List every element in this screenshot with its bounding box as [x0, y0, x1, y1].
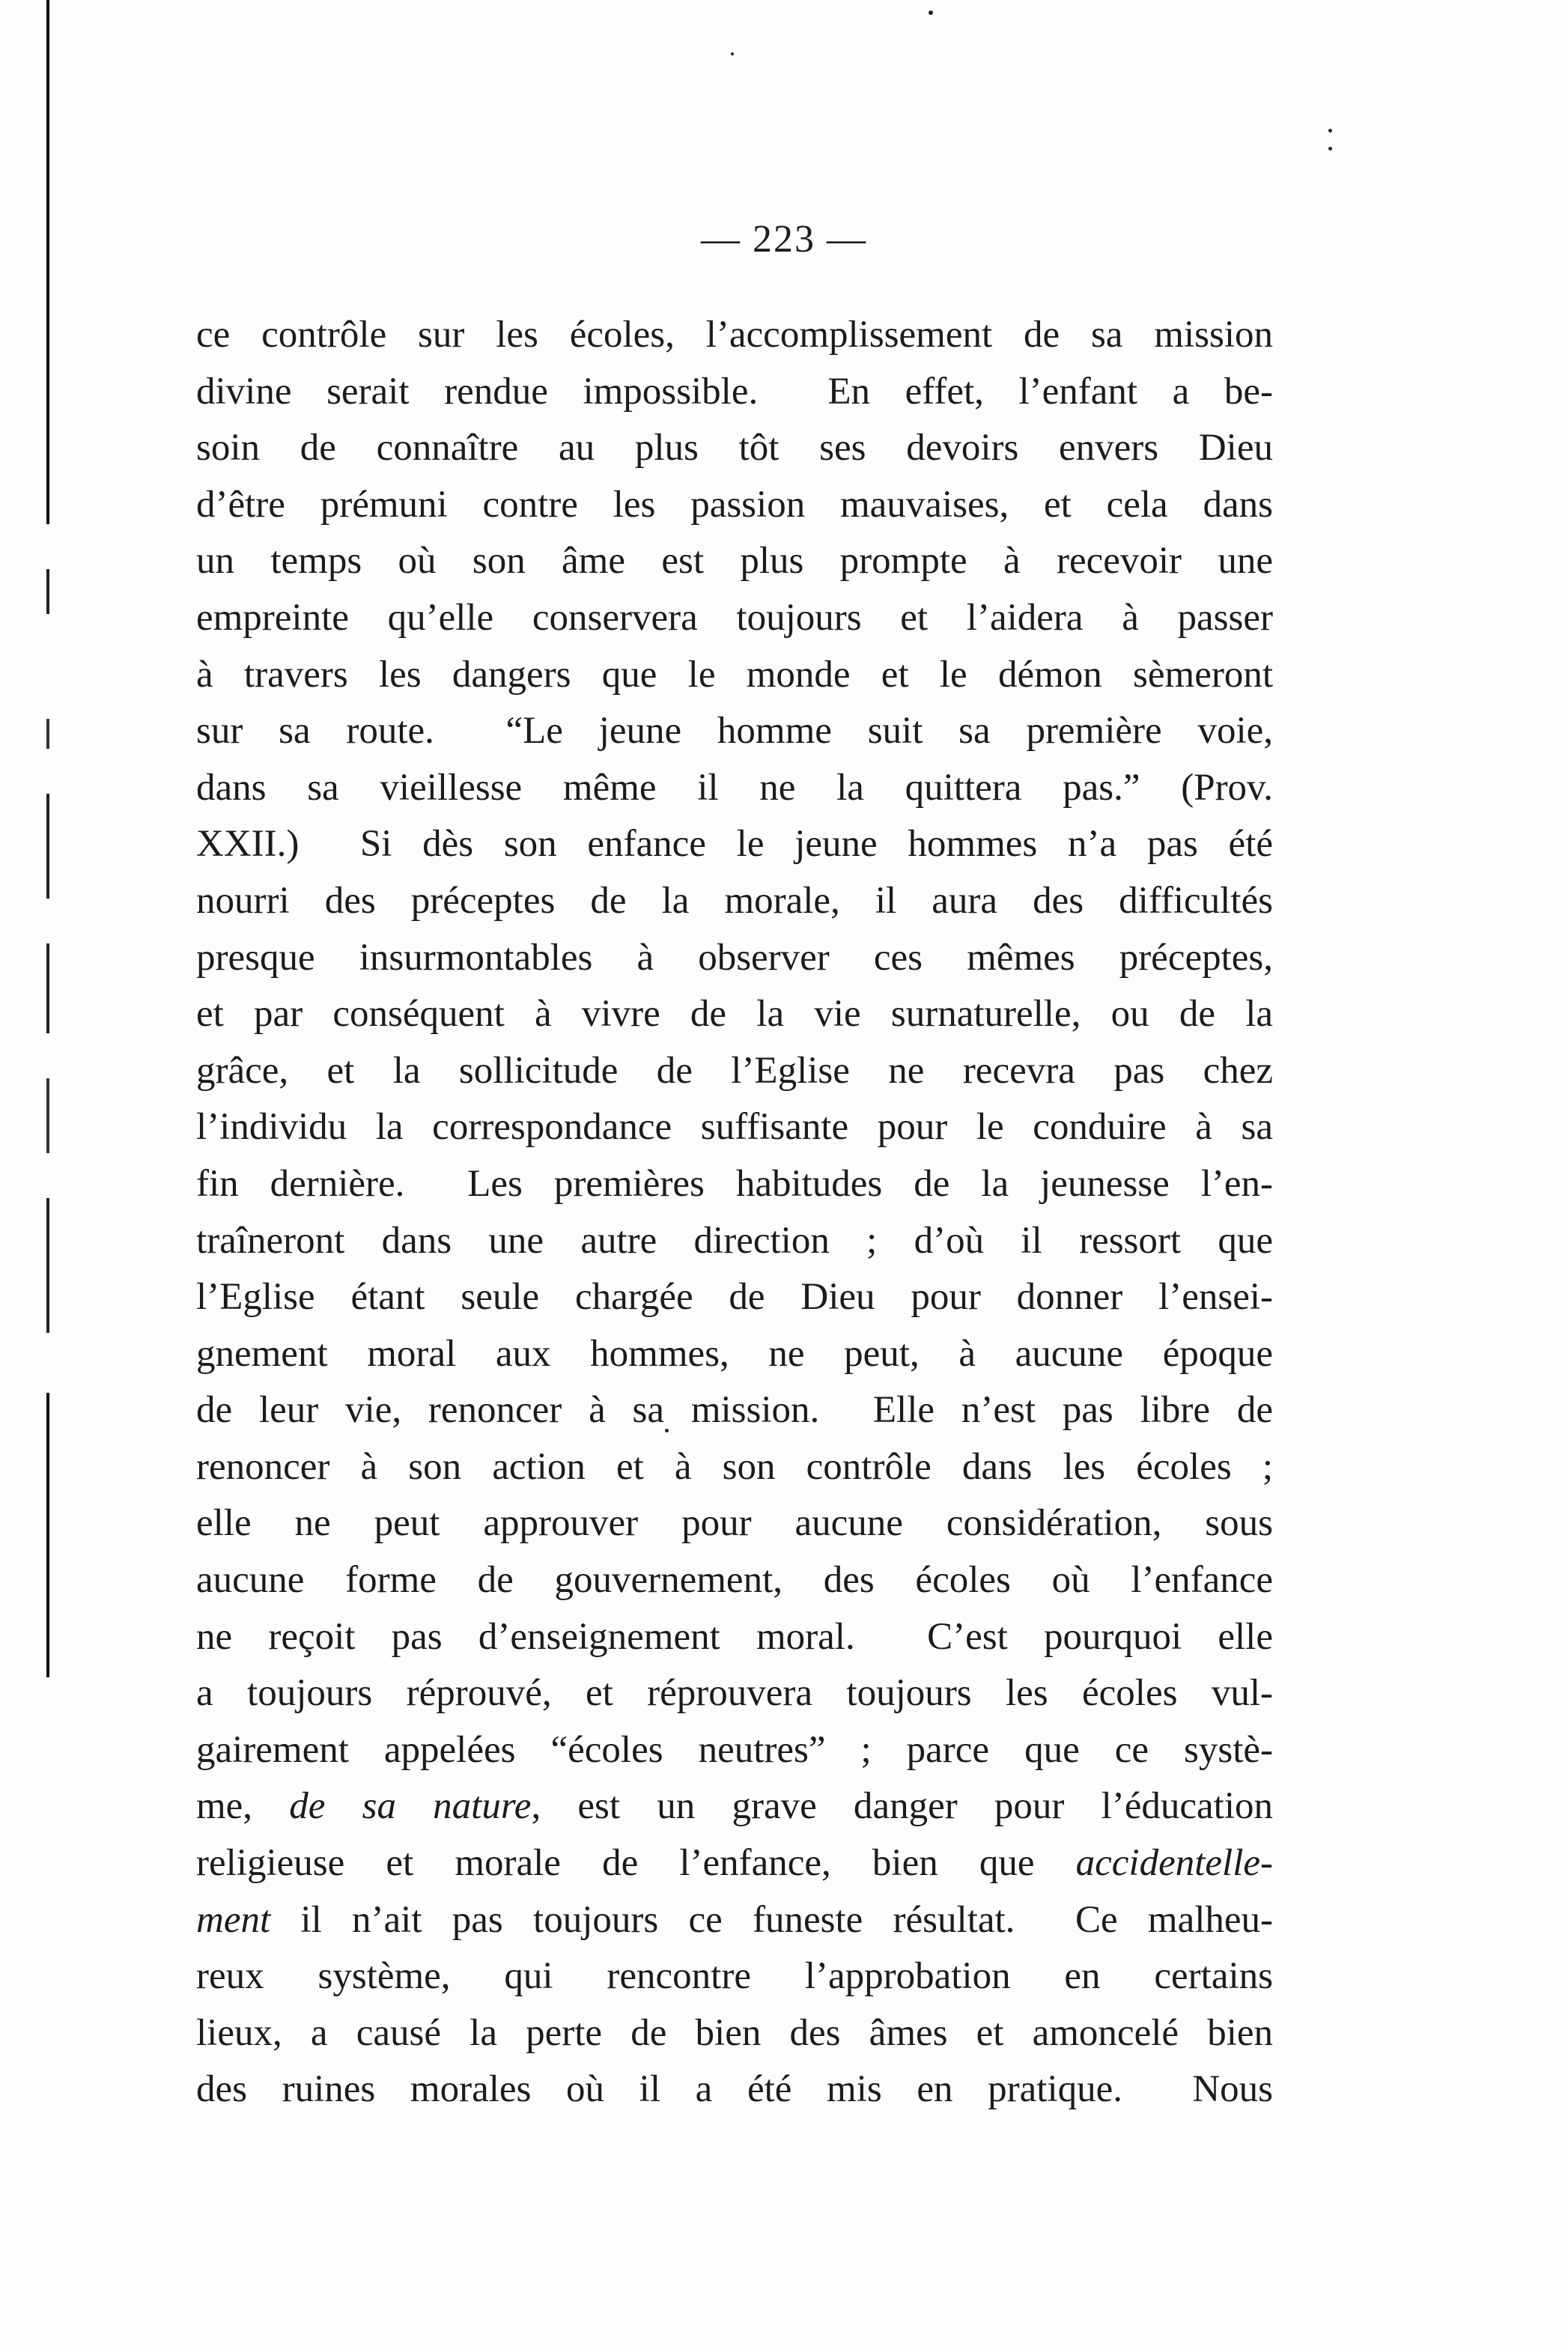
text-segment: il n’ait pas toujours ce funeste résultat. Ce malheu- — [270, 1898, 1273, 1941]
text-segment: religieuse et morale de l’enfance, bien que — [196, 1842, 1076, 1885]
text-line — [196, 420, 1273, 477]
text-line — [196, 590, 1273, 647]
text-segment: aucune forme de gouvernement, des écoles où l’enfance — [196, 1559, 1273, 1602]
text-segment: , est un grave danger pour l’éducation — [531, 1785, 1273, 1828]
text-segment: empreinte qu’elle conservera toujours et l’aidera à passer — [196, 596, 1273, 639]
text-line — [196, 1326, 1273, 1383]
text-segment: ce contrôle sur les écoles, l’accomplissement de sa mission — [196, 314, 1273, 356]
text-line — [196, 816, 1273, 873]
text-line — [196, 930, 1273, 987]
text-line — [196, 1043, 1273, 1100]
text-segment: dans sa vieillesse même il ne la quittera pas.” (Prov. — [196, 766, 1273, 809]
text-segment: gnement moral aux hommes, ne peut, à aucune époque — [196, 1332, 1273, 1375]
text-line — [196, 1552, 1273, 1609]
text-segment: presque insurmontables à observer ces mêmes préceptes, — [196, 936, 1273, 979]
text-segment: et par conséquent à vivre de la vie surnaturelle, ou de la — [196, 993, 1273, 1036]
text-segment: soin de connaître au plus tôt ses devoirs envers Dieu — [196, 427, 1273, 470]
text-segment: à travers les dangers que le monde et le démon sèmeront — [196, 653, 1273, 696]
text-segment: un temps où son âme est plus prompte à recevoir une — [196, 540, 1273, 583]
text-segment: me, — [196, 1785, 290, 1828]
text-line — [196, 1778, 1273, 1835]
text-line — [196, 1609, 1273, 1666]
text-line — [196, 2005, 1273, 2062]
text-line — [196, 1835, 1273, 1892]
text-line — [196, 1495, 1273, 1552]
text-segment: a toujours réprouvé, et réprouvera toujours les écoles vul- — [196, 1672, 1273, 1715]
text-line — [196, 1722, 1273, 1779]
text-segment: divine serait rendue impossible. En effet, l’enfant a be- — [196, 370, 1273, 413]
text-segment: fin dernière. Les premières habitudes de la jeunesse l’en- — [196, 1162, 1273, 1205]
text-segment: de leur vie, renoncer à sa mission. Elle n’est pas libre de — [196, 1389, 1273, 1432]
text-segment: traîneront dans une autre direction ; d’où il ressort que — [196, 1219, 1273, 1262]
text-line — [196, 1156, 1273, 1213]
text-segment: sur sa route. “Le jeune homme suit sa première voie, — [196, 710, 1273, 753]
text-segment: elle ne peut approuver pour aucune considération, sous — [196, 1502, 1273, 1545]
text-line — [196, 307, 1273, 364]
text-segment: grâce, et la sollicitude de l’Eglise ne recevra pas chez — [196, 1049, 1273, 1092]
text-segment: l’Eglise étant seule chargée de Dieu pour donner l’ensei- — [196, 1276, 1273, 1319]
text-line — [196, 1892, 1273, 1949]
italic-text-segment: accidentelle- — [1075, 1842, 1273, 1885]
ink-speck — [1328, 147, 1332, 151]
text-line — [196, 1439, 1273, 1496]
text-line — [196, 1213, 1273, 1270]
text-segment: renoncer à son action et à son contrôle dans les écoles ; — [196, 1445, 1273, 1488]
text-line — [196, 1948, 1273, 2005]
italic-text-segment: de sa nature — [289, 1785, 532, 1828]
text-line — [196, 2061, 1273, 2118]
text-line — [196, 533, 1273, 590]
text-line — [196, 986, 1273, 1043]
text-line — [196, 1665, 1273, 1722]
text-segment: des ruines morales où il a été mis en pratique. Nous — [196, 2068, 1273, 2111]
ink-speck — [1328, 129, 1332, 133]
text-segment: reux système, qui rencontre l’approbation en certains — [196, 1955, 1273, 1998]
ink-speck — [731, 52, 734, 55]
text-line — [196, 873, 1273, 930]
text-line — [196, 703, 1273, 760]
text-segment: lieux, a causé la perte de bien des âmes et amoncelé bien — [196, 2011, 1273, 2054]
ink-speck — [929, 10, 933, 15]
text-line — [196, 760, 1273, 817]
text-segment: XXII.) Si dès son enfance le jeune hommes n’a pas été — [196, 823, 1273, 866]
text-line — [196, 1269, 1273, 1326]
text-segment: d’être prémuni contre les passion mauvaises, et cela dans — [196, 483, 1273, 526]
text-segment: nourri des préceptes de la morale, il aura des difficultés — [196, 879, 1273, 922]
body-text — [196, 307, 1273, 2118]
page-number: — 223 — — [701, 218, 867, 261]
text-segment: ne reçoit pas d’enseignement moral. C’est pourquoi elle — [196, 1615, 1273, 1658]
text-line — [196, 477, 1273, 534]
text-segment: gairement appelées “écoles neutres” ; parce que ce systè- — [196, 1728, 1273, 1771]
text-line — [196, 1099, 1273, 1156]
text-line — [196, 1382, 1273, 1439]
text-line — [196, 647, 1273, 704]
italic-text-segment: ment — [196, 1898, 271, 1941]
text-line — [196, 364, 1273, 421]
text-segment: l’individu la correspondance suffisante pour le conduire à sa — [196, 1106, 1273, 1149]
